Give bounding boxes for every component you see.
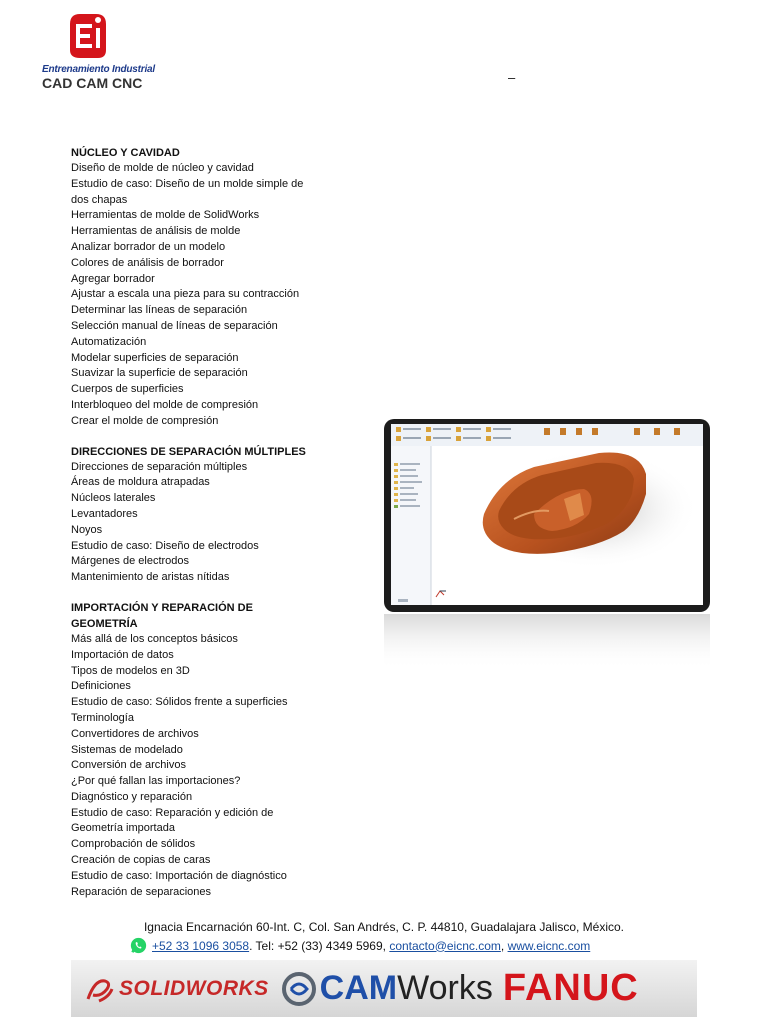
list-item: Modelar superficies de separación	[71, 351, 239, 364]
footer-contact	[130, 937, 590, 954]
list-item: Colores de análisis de borrador	[71, 256, 224, 269]
list-item: Reparación de separaciones	[71, 885, 212, 898]
list-item: Estudio de caso: Reparación y edición de	[71, 806, 274, 819]
fanuc-logo-text: FANUC	[502, 967, 639, 1009]
list-item: Conversión de archivos	[71, 759, 186, 772]
list-item: Estudio de caso: Diseño de un molde simple de	[71, 177, 304, 190]
course-content	[71, 145, 321, 914]
list-item: Márgenes de electrodos	[71, 555, 190, 568]
list-item: Levantadores	[71, 507, 138, 520]
list-item: Suavizar la superficie de separación	[71, 367, 248, 380]
section-nucleo-cavidad	[71, 145, 321, 430]
list-item: Automatización	[71, 335, 147, 348]
camworks-works-text: Works	[397, 969, 493, 1007]
email-link[interactable]: contacto@eicnc.com	[389, 938, 501, 953]
website-link[interactable]: www.eicnc.com	[507, 938, 591, 953]
camworks-swirl-icon	[281, 971, 317, 1007]
phone-text: . Tel: +52 (33) 4349 5969,	[249, 938, 390, 953]
tablet-reflection	[384, 614, 710, 670]
section-heading: IMPORTACIÓN Y REPARACIÓN DE GEOMETRÍA	[71, 601, 253, 630]
list-item: Agregar borrador	[71, 272, 155, 285]
list-item: dos chapas	[71, 193, 128, 206]
section-heading: NÚCLEO Y CAVIDAD	[71, 147, 180, 159]
list-item: Áreas de moldura atrapadas	[71, 476, 210, 489]
camworks-logo	[281, 969, 493, 1008]
list-item: Mantenimiento de aristas nítidas	[71, 571, 230, 584]
list-item: Tipos de modelos en 3D	[71, 664, 190, 677]
list-item: Estudio de caso: Importación de diagnóstico	[71, 869, 287, 882]
whatsapp-icon	[130, 937, 147, 954]
section-heading: DIRECCIONES DE SEPARACIÓN MÚLTIPLES	[71, 445, 306, 458]
logo-tagline: Entrenamiento Industrial	[42, 64, 155, 75]
logo-subtitle: CAD CAM CNC	[42, 75, 143, 91]
list-item: Estudio de caso: Diseño de electrodos	[71, 539, 259, 552]
brand-banner	[71, 960, 697, 1017]
footer-address: Ignacia Encarnación 60-Int. C, Col. San Andrés, C. P. 44810, Guadalajara Jalisco, México.	[143, 920, 625, 934]
list-item: Comprobación de sólidos	[71, 838, 196, 851]
solidworks-text: SOLIDWORKS	[119, 976, 269, 1000]
list-item: Cuerpos de superficies	[71, 383, 184, 396]
solidworks-ds-icon	[85, 975, 115, 1003]
list-item: Convertidores de archivos	[71, 727, 199, 740]
list-item: ¿Por qué fallan las importaciones?	[71, 775, 241, 788]
list-item: Creación de copias de caras	[71, 854, 211, 867]
whatsapp-link[interactable]: +52 33 1096 3058	[152, 938, 250, 953]
list-item: Determinar las líneas de separación	[71, 304, 248, 317]
section-direcciones-separacion	[71, 444, 321, 586]
list-item: Estudio de caso: Sólidos frente a superficies	[71, 696, 288, 709]
list-item: Importación de datos	[71, 648, 174, 661]
list-item: Noyos	[71, 523, 103, 536]
company-logo	[40, 8, 160, 92]
list-item: Terminología	[71, 711, 134, 724]
list-item: Interbloqueo del molde de compresión	[71, 398, 259, 411]
solidworks-logo	[85, 975, 269, 1003]
header-dash: –	[508, 70, 516, 85]
contact-separator: ,	[500, 938, 508, 953]
list-item: Selección manual de líneas de separación	[71, 319, 278, 332]
list-item: Definiciones	[71, 680, 131, 693]
list-item: Diseño de molde de núcleo y cavidad	[71, 162, 254, 174]
list-item: Crear el molde de compresión	[71, 414, 219, 427]
list-item: Herramientas de molde de SolidWorks	[71, 209, 260, 222]
ei-logo-mark	[66, 10, 114, 60]
list-item: Analizar borrador de un modelo	[71, 240, 226, 253]
list-item: Más allá de los conceptos básicos	[71, 632, 238, 645]
list-item: Herramientas de análisis de molde	[71, 225, 241, 238]
list-item: Diagnóstico y reparación	[71, 790, 193, 803]
section-importacion-reparacion	[71, 600, 321, 901]
list-item: Direcciones de separación múltiples	[71, 460, 248, 473]
list-item: Sistemas de modelado	[71, 743, 183, 756]
camworks-cam-text: CAM	[319, 969, 398, 1007]
list-item: Geometría importada	[71, 822, 175, 835]
tablet-solidworks-image	[384, 419, 710, 612]
list-item: Núcleos laterales	[71, 492, 156, 505]
list-item: Ajustar a escala una pieza para su contracción	[71, 288, 300, 301]
